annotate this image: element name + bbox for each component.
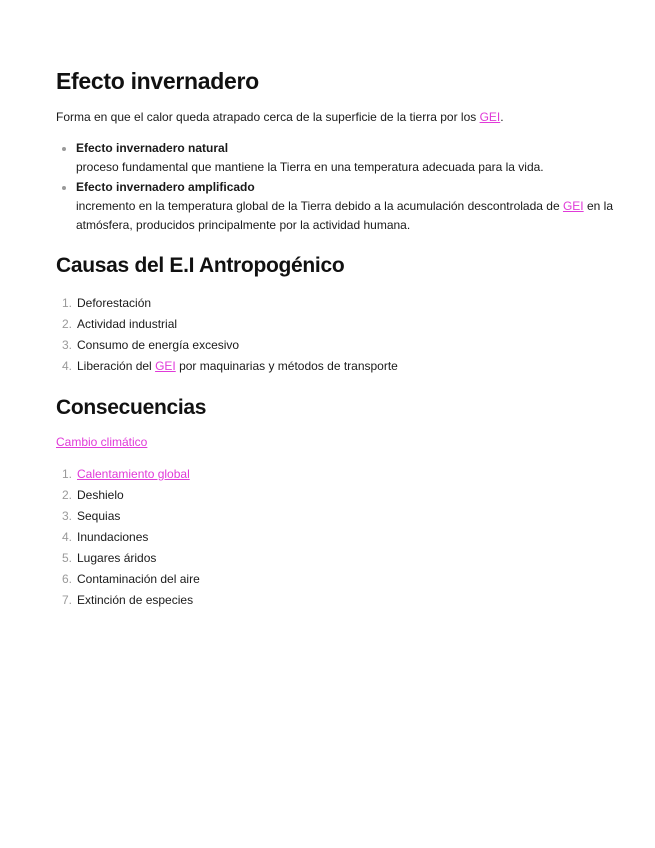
list-number: 3.	[61, 509, 72, 523]
list-number: 1.	[61, 467, 72, 481]
list-text: Inundaciones	[77, 530, 149, 544]
list-item	[61, 314, 616, 335]
causes-list	[56, 293, 616, 377]
intro-end: .	[500, 110, 504, 124]
intro-paragraph	[56, 108, 616, 126]
gei-link[interactable]: GEI	[562, 199, 584, 213]
bullet-icon	[62, 186, 66, 190]
intro-text: Forma en que el calor queda atrapado cerca de la superficie de la tierra por los	[56, 110, 480, 124]
climate-change-paragraph	[56, 433, 616, 451]
gei-link[interactable]: GEI	[479, 110, 501, 124]
document-page	[56, 62, 616, 611]
list-text: Sequias	[77, 509, 121, 523]
calentamiento-global-link[interactable]: Calentamiento global	[77, 467, 190, 481]
definition-term: Efecto invernadero amplificado	[76, 180, 255, 194]
list-number: 5.	[61, 551, 72, 565]
list-item	[61, 335, 616, 356]
list-number: 7.	[61, 593, 72, 607]
list-item	[61, 464, 616, 485]
list-item	[61, 569, 616, 590]
list-number: 2.	[61, 317, 72, 331]
heading-causas: Causas del E.I Antropogénico	[56, 254, 345, 277]
definitions-list	[56, 139, 616, 235]
list-number: 1.	[61, 296, 72, 310]
heading-consecuencias: Consecuencias	[56, 396, 207, 419]
cambio-climatico-link[interactable]: Cambio climático	[56, 435, 148, 449]
list-number: 3.	[61, 338, 72, 352]
list-text: Contaminación del aire	[77, 572, 200, 586]
list-text: Liberación del	[77, 359, 156, 373]
list-item	[61, 293, 616, 314]
list-number: 6.	[61, 572, 72, 586]
list-item	[61, 356, 616, 377]
heading-efecto-invernadero: Efecto invernadero	[56, 68, 259, 94]
list-item	[61, 590, 616, 611]
definition-desc-end: en la atmósfera, producidos principalmente por la actividad humana.	[76, 199, 613, 232]
list-text: Consumo de energía excesivo	[77, 338, 240, 352]
list-item	[61, 485, 616, 506]
consequences-list	[56, 464, 616, 611]
definition-term: Efecto invernadero natural	[76, 141, 229, 155]
list-text: Actividad industrial	[77, 317, 178, 331]
list-item	[61, 527, 616, 548]
list-item	[76, 178, 616, 235]
list-text-end: por maquinarias y métodos de transporte	[175, 359, 398, 373]
definition-desc: incremento en la temperatura global de la Tierra debido a la acumulación descontrolada de	[76, 199, 563, 213]
list-item	[61, 548, 616, 569]
list-text: Deshielo	[77, 488, 124, 502]
list-number: 4.	[61, 530, 72, 544]
list-item	[61, 506, 616, 527]
list-text: Extinción de especies	[77, 593, 194, 607]
list-text: Deforestación	[77, 296, 152, 310]
list-text: Lugares áridos	[77, 551, 157, 565]
bullet-icon	[62, 147, 66, 151]
definition-desc: proceso fundamental que mantiene la Tierra en una temperatura adecuada para la vida.	[76, 160, 544, 174]
list-number: 2.	[61, 488, 72, 502]
gei-link[interactable]: GEI	[155, 359, 176, 373]
list-item	[76, 139, 616, 177]
list-number: 4.	[61, 359, 72, 373]
